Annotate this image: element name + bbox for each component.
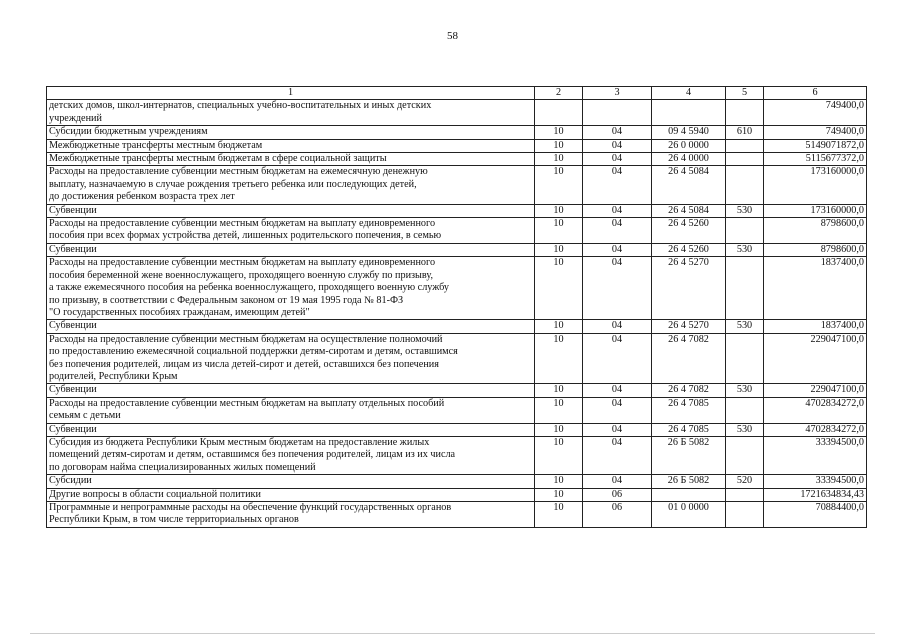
row-expense-type [726, 166, 764, 204]
row-section: 10 [535, 204, 583, 217]
table-row [47, 384, 867, 397]
row-expense-type [726, 218, 764, 244]
row-description: Расходы на предоставление субвенции местным бюджетам на выплату единовременного пособия беременной жене военнослужащего, проходящего военную службу по призыву, а также ежемесячного пособия на ребенка военнослужащего, проходящего военную службу по призыву, в соответствии с Федеральным законом от 19 мая 1995 года № 81-ФЗ "О государственных пособиях гражданам, имеющим детей" [47, 257, 535, 320]
row-expense-type [726, 100, 764, 126]
row-target-article: 26 4 5260 [652, 243, 726, 256]
row-section: 10 [535, 243, 583, 256]
row-section: 10 [535, 139, 583, 152]
row-target-article: 09 4 5940 [652, 126, 726, 139]
row-section: 10 [535, 126, 583, 139]
row-target-article: 26 4 5260 [652, 218, 726, 244]
budget-table-body [47, 87, 867, 528]
budget-table [46, 86, 867, 528]
table-row [47, 423, 867, 436]
row-amount: 70884400,0 [764, 502, 867, 528]
table-row [47, 436, 867, 474]
row-section: 10 [535, 488, 583, 501]
row-expense-type [726, 488, 764, 501]
row-amount: 749400,0 [764, 126, 867, 139]
row-expense-type: 530 [726, 243, 764, 256]
row-section: 10 [535, 436, 583, 474]
header-col-5: 5 [726, 87, 764, 100]
row-amount: 229047100,0 [764, 384, 867, 397]
row-description: Другие вопросы в области социальной политики [47, 488, 535, 501]
row-description: Субвенции [47, 204, 535, 217]
table-row [47, 218, 867, 244]
row-target-article: 26 4 5084 [652, 204, 726, 217]
row-subsection: 04 [583, 166, 652, 204]
row-section: 10 [535, 384, 583, 397]
row-amount: 4702834272,0 [764, 397, 867, 423]
row-amount: 8798600,0 [764, 243, 867, 256]
row-expense-type [726, 397, 764, 423]
row-description: Межбюджетные трансферты местным бюджетам в сфере социальной защиты [47, 153, 535, 166]
row-description: Субсидии бюджетным учреждениям [47, 126, 535, 139]
row-amount: 1837400,0 [764, 320, 867, 333]
row-section: 10 [535, 153, 583, 166]
row-description: Субсидии [47, 475, 535, 488]
row-amount: 173160000,0 [764, 166, 867, 204]
row-subsection: 04 [583, 218, 652, 244]
row-expense-type [726, 139, 764, 152]
row-target-article: 26 Б 5082 [652, 436, 726, 474]
row-amount: 8798600,0 [764, 218, 867, 244]
header-col-6: 6 [764, 87, 867, 100]
row-description: Расходы на предоставление субвенции местным бюджетам на ежемесячную денежную выплату, назначаемую в случае рождения третьего ребенка или последующих детей, до достижения ребенком возраста трех лет [47, 166, 535, 204]
row-description: Межбюджетные трансферты местным бюджетам [47, 139, 535, 152]
row-section: 10 [535, 502, 583, 528]
row-expense-type [726, 257, 764, 320]
row-description: Расходы на предоставление субвенции местным бюджетам на выплату единовременного пособия при всех формах устройства детей, лишенных родительского попечения, в семью [47, 218, 535, 244]
row-section: 10 [535, 166, 583, 204]
table-row [47, 153, 867, 166]
row-section: 10 [535, 423, 583, 436]
table-row [47, 243, 867, 256]
row-subsection: 04 [583, 139, 652, 152]
row-target-article: 26 4 7085 [652, 423, 726, 436]
row-expense-type [726, 333, 764, 384]
row-subsection: 04 [583, 320, 652, 333]
row-subsection: 04 [583, 423, 652, 436]
row-expense-type [726, 153, 764, 166]
row-amount: 229047100,0 [764, 333, 867, 384]
row-target-article: 26 4 5270 [652, 257, 726, 320]
page-number: 58 [447, 30, 458, 42]
row-subsection: 04 [583, 243, 652, 256]
row-subsection: 04 [583, 436, 652, 474]
row-expense-type: 610 [726, 126, 764, 139]
table-row [47, 488, 867, 501]
row-section [535, 100, 583, 126]
row-expense-type [726, 436, 764, 474]
row-subsection: 04 [583, 384, 652, 397]
row-section: 10 [535, 333, 583, 384]
row-amount: 5115677372,0 [764, 153, 867, 166]
row-expense-type: 530 [726, 204, 764, 217]
row-target-article: 26 4 7082 [652, 384, 726, 397]
row-subsection: 06 [583, 488, 652, 501]
table-row [47, 397, 867, 423]
table-row [47, 204, 867, 217]
row-subsection [583, 100, 652, 126]
row-target-article: 26 4 7082 [652, 333, 726, 384]
table-row [47, 333, 867, 384]
header-col-2: 2 [535, 87, 583, 100]
row-expense-type: 520 [726, 475, 764, 488]
row-subsection: 04 [583, 257, 652, 320]
row-section: 10 [535, 257, 583, 320]
row-target-article: 26 4 5270 [652, 320, 726, 333]
row-subsection: 04 [583, 475, 652, 488]
row-amount: 749400,0 [764, 100, 867, 126]
header-col-4: 4 [652, 87, 726, 100]
row-target-article: 26 4 5084 [652, 166, 726, 204]
row-target-article [652, 100, 726, 126]
row-description: Субвенции [47, 320, 535, 333]
row-subsection: 04 [583, 126, 652, 139]
table-row [47, 126, 867, 139]
row-expense-type: 530 [726, 384, 764, 397]
table-row [47, 100, 867, 126]
row-subsection: 04 [583, 204, 652, 217]
row-amount: 1721634834,43 [764, 488, 867, 501]
row-subsection: 04 [583, 153, 652, 166]
row-amount: 4702834272,0 [764, 423, 867, 436]
row-target-article: 01 0 0000 [652, 502, 726, 528]
row-amount: 5149071872,0 [764, 139, 867, 152]
header-col-3: 3 [583, 87, 652, 100]
row-target-article: 26 4 7085 [652, 397, 726, 423]
row-amount: 1837400,0 [764, 257, 867, 320]
table-row [47, 166, 867, 204]
table-row [47, 502, 867, 528]
row-section: 10 [535, 218, 583, 244]
row-subsection: 04 [583, 397, 652, 423]
row-description: Расходы на предоставление субвенции местным бюджетам на осуществление полномочий по предоставлению ежемесячной социальной поддержки детям-сиротам и детям, оставшимся без попечения родителей, лицам из числа детей-сирот и детей, оставшихся без попечения родителей, Республики Крым [47, 333, 535, 384]
row-target-article: 26 Б 5082 [652, 475, 726, 488]
row-expense-type: 530 [726, 320, 764, 333]
row-description: Субвенции [47, 423, 535, 436]
table-row [47, 475, 867, 488]
page-bottom-edge [30, 633, 875, 634]
row-subsection: 04 [583, 333, 652, 384]
row-target-article: 26 4 0000 [652, 153, 726, 166]
row-target-article: 26 0 0000 [652, 139, 726, 152]
row-description: Субсидия из бюджета Республики Крым местным бюджетам на предоставление жилых помещений детям-сиротам и детям, оставшимся без попечения родителей, лицам из их числа по договорам найма специализированных жилых помещений [47, 436, 535, 474]
row-amount: 33394500,0 [764, 436, 867, 474]
row-section: 10 [535, 320, 583, 333]
row-amount: 173160000,0 [764, 204, 867, 217]
row-section: 10 [535, 397, 583, 423]
row-section: 10 [535, 475, 583, 488]
table-header-row [47, 87, 867, 100]
table-row [47, 320, 867, 333]
row-description: детских домов, школ-интернатов, специальных учебно-воспитательных и иных детских учреждений [47, 100, 535, 126]
row-description: Субвенции [47, 243, 535, 256]
row-amount: 33394500,0 [764, 475, 867, 488]
table-row [47, 139, 867, 152]
row-expense-type: 530 [726, 423, 764, 436]
row-description: Программные и непрограммные расходы на обеспечение функций государственных органов Республики Крым, в том числе территориальных органов [47, 502, 535, 528]
row-subsection: 06 [583, 502, 652, 528]
table-row [47, 257, 867, 320]
row-target-article [652, 488, 726, 501]
header-col-1: 1 [47, 87, 535, 100]
row-expense-type [726, 502, 764, 528]
row-description: Расходы на предоставление субвенции местным бюджетам на выплату отдельных пособий семьям с детьми [47, 397, 535, 423]
row-description: Субвенции [47, 384, 535, 397]
